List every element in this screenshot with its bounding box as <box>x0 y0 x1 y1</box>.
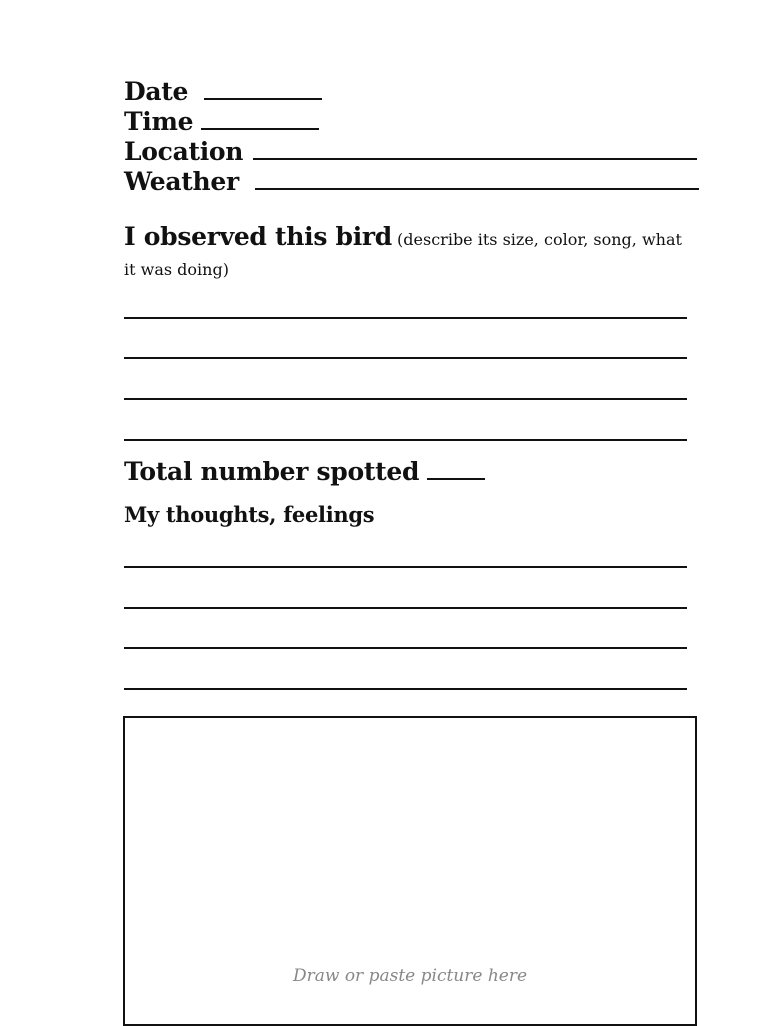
total-spotted-field[interactable] <box>427 478 485 480</box>
total-spotted-row <box>124 456 485 486</box>
time-field[interactable] <box>201 128 319 130</box>
weather-field[interactable] <box>255 188 699 190</box>
date-row <box>124 76 322 106</box>
date-label: Date <box>124 77 189 106</box>
observation-line-2[interactable] <box>124 357 687 359</box>
observation-line-3[interactable] <box>124 398 687 400</box>
location-field[interactable] <box>253 158 697 160</box>
thoughts-line-4[interactable] <box>124 688 687 690</box>
thoughts-line-1[interactable] <box>124 566 687 568</box>
observation-instruction: (describe its size, color, song, what it was doing) <box>124 230 682 279</box>
observation-line-4[interactable] <box>124 439 687 441</box>
time-row <box>124 106 319 136</box>
observation-line-1[interactable] <box>124 317 687 319</box>
thoughts-line-2[interactable] <box>124 607 687 609</box>
weather-row <box>124 166 699 196</box>
observation-heading: I observed this bird <box>124 222 392 251</box>
observation-prompt <box>124 220 684 285</box>
thoughts-line-3[interactable] <box>124 647 687 649</box>
time-label: Time <box>124 107 194 136</box>
picture-box[interactable] <box>123 716 697 1026</box>
total-spotted-label: Total number spotted <box>124 457 420 486</box>
picture-caption: Draw or paste picture here <box>292 966 528 986</box>
location-label: Location <box>124 137 244 166</box>
location-row <box>124 136 697 166</box>
date-field[interactable] <box>204 98 322 100</box>
weather-label: Weather <box>124 167 239 196</box>
thoughts-heading: My thoughts, feelings <box>124 502 375 527</box>
